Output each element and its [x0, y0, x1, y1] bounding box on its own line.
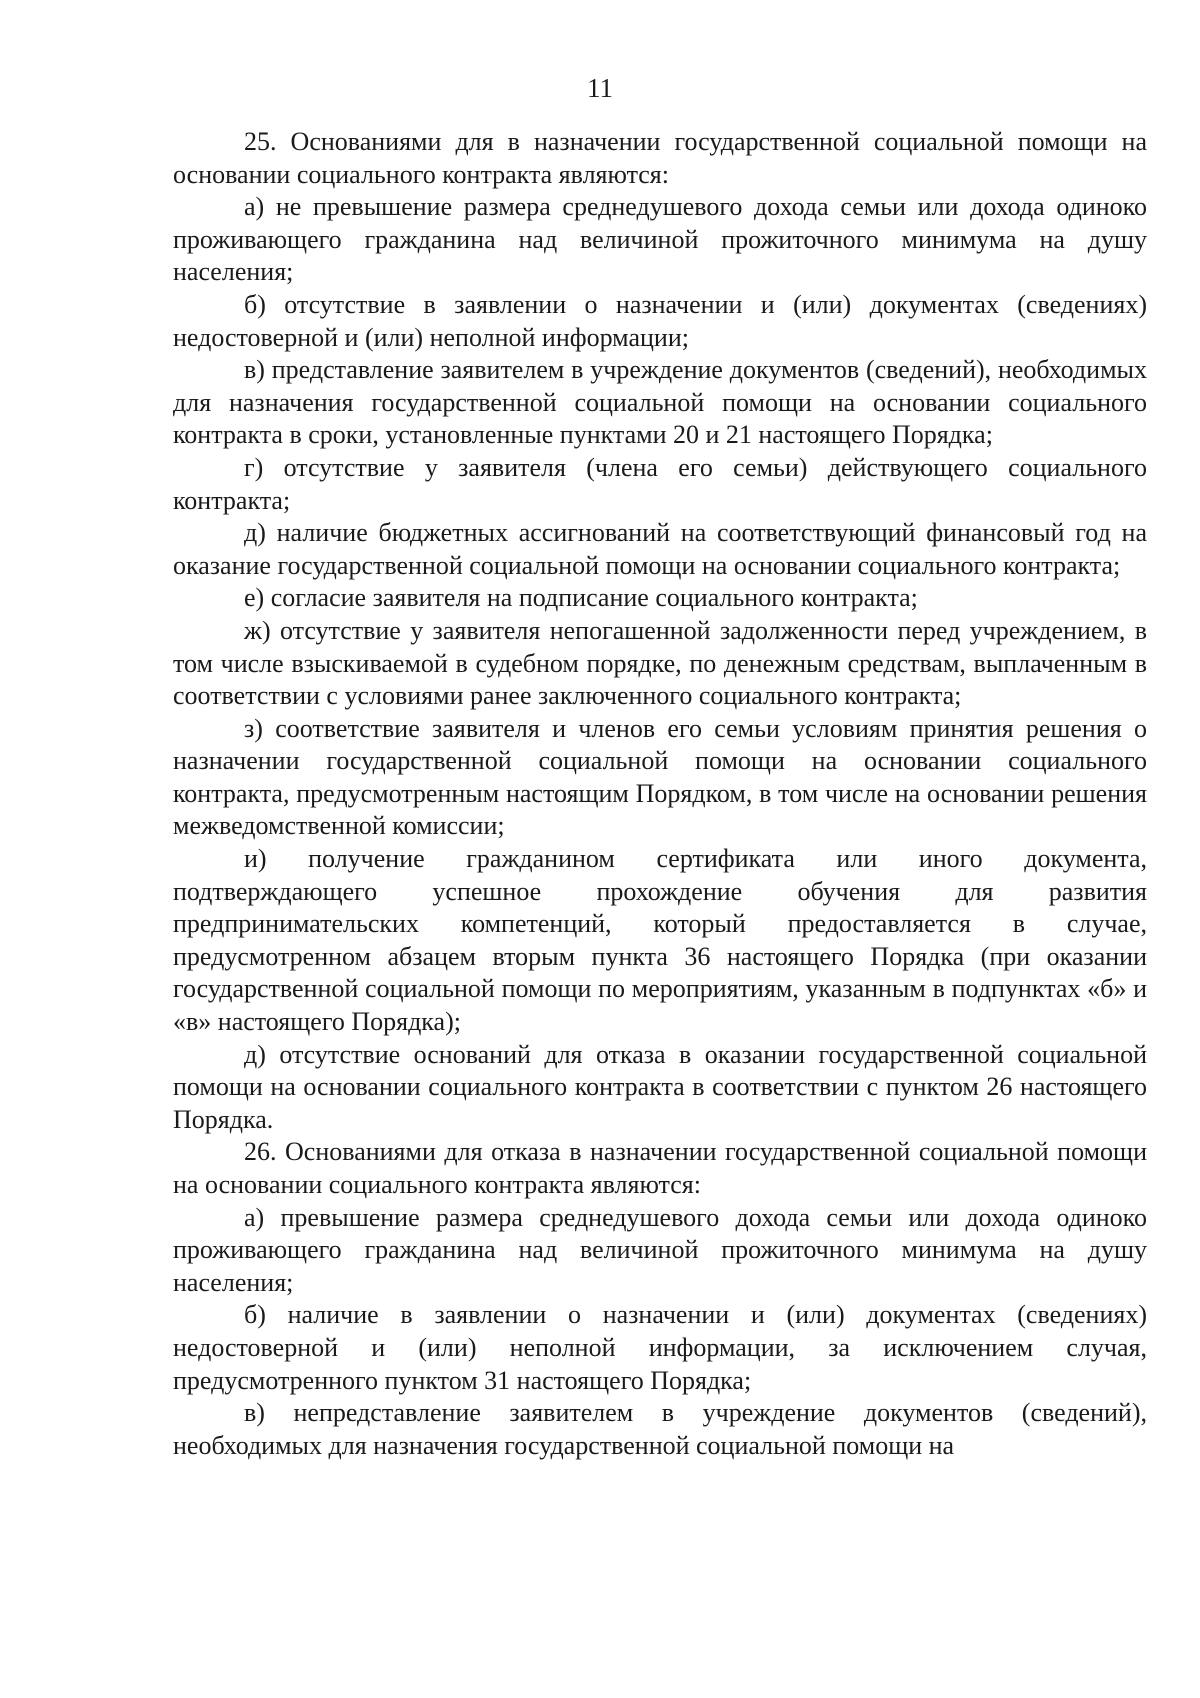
- paragraph-25-i: и) получение гражданином сертификата или иного документа, подтверждающего успешное прохождение обучения для развития предпринимательских компетенций, который предоставляется в случае, предусмотренном абзацем вторым пункта 36 настоящего Порядка (при оказании государственной социальной помощи по мероприятиям, указанным в подпунктах «б» и «в» настоящего Порядка);: [173, 844, 1147, 1037]
- document-body: [173, 126, 1147, 1462]
- paragraph-25-b: б) отсутствие в заявлении о назначении и (или) документах (сведениях) недостоверной и (или) неполной информации;: [173, 289, 1147, 352]
- paragraph-25-z: з) соответствие заявителя и членов его семьи условиям принятия решения о назначении государственной социальной помощи на основании социального контракта, предусмотренным настоящим Порядком, в том числе на основании решения межведомственной комиссии;: [173, 713, 1147, 841]
- paragraph-25-heading: 25. Основаниями для в назначении государственной социальной помощи на основании социального контракта являются:: [173, 127, 1147, 189]
- paragraph-26-v: в) непредставление заявителем в учреждение документов (сведений), необходимых для назначения государственной социальной помощи на: [173, 1398, 1147, 1460]
- paragraph-25-zh: ж) отсутствие у заявителя непогашенной задолженности перед учреждением, в том числе взыскиваемой в судебном порядке, по денежным средствам, выплаченным в соответствии с условиями ранее заключенного социального контракта;: [173, 615, 1147, 711]
- paragraph-25-g: г) отсутствие у заявителя (члена его семьи) действующего социального контракта;: [173, 452, 1147, 515]
- paragraph-26-b: б) наличие в заявлении о назначении и (или) документах (сведениях) недостоверной и (или) неполной информации, за исключением случая, предусмотренного пунктом 31 настоящего Порядка;: [173, 1300, 1147, 1395]
- page-number: 11: [587, 73, 613, 103]
- paragraph-25-v: в) представление заявителем в учреждение документов (сведений), необходимых для назначения государственной социальной помощи на основании социального контракта в сроки, установленные пунктами 20 и 21 настоящего Порядка;: [173, 355, 1147, 450]
- paragraph-25-d-second: д) отсутствие оснований для отказа в оказании государственной социальной помощи на основании социального контракта в соответствии с пунктом 26 настоящего Порядка.: [173, 1039, 1147, 1134]
- paragraph-25-a: а) не превышение размера среднедушевого дохода семьи или дохода одиноко проживающего гражданина над величиной прожиточного минимума на душу населения;: [173, 192, 1147, 287]
- paragraph-26-a: а) превышение размера среднедушевого дохода семьи или дохода одиноко проживающего гражданина над величиной прожиточного минимума на душу населения;: [173, 1202, 1147, 1297]
- paragraph-25-e: е) согласие заявителя на подписание социального контракта;: [244, 583, 918, 613]
- paragraph-26-heading: 26. Основаниями для отказа в назначении государственной социальной помощи на основании социального контракта являются:: [173, 1137, 1147, 1199]
- paragraph-25-d: д) наличие бюджетных ассигнований на соответствующий финансовый год на оказание государственной социальной помощи на основании социального контракта;: [173, 518, 1147, 580]
